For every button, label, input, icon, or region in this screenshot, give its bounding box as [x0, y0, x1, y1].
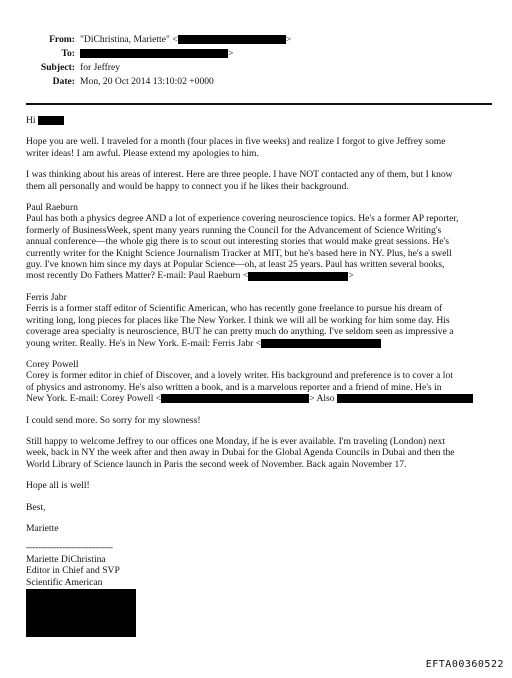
paragraph-apology: I could send more. So sorry for my slowness! — [26, 414, 201, 426]
email-body — [26, 115, 492, 637]
subject-label: Subject: — [40, 62, 75, 73]
greeting: Hi — [26, 115, 492, 126]
redaction-block — [178, 35, 286, 44]
to-row: To: > — [61, 48, 234, 59]
email-header — [0, 34, 512, 90]
redaction-block — [261, 339, 381, 348]
redaction-block — [26, 589, 136, 637]
from-label: From: — [49, 34, 75, 45]
signature-org: Scientific American — [26, 576, 103, 588]
from-row: From: "DiChristina, Mariette" < > — [49, 34, 292, 45]
paragraph-schedule: Still happy to welcome Jeffrey to our offices one Monday, if he is ever available. I'm traveling (London) next week, back in NY the week after and then away in Dubai for the Global Agenda Councils in Dubai and then the World Library of Science launch in Paris the second week of November. Back again November 17. — [26, 435, 455, 470]
header-divider — [26, 103, 492, 105]
paragraph-ferris-jabr: Ferris Jabr Ferris is a former staff editor of Scientific American, who has recently gone freelance to pursue his dream of writing long, long pieces for places like The New Yorker. I think we will all be working for him some day. His coverage area specialty is neuroscience, BUT he can pretty much do anything. I've seldom seen as impressive a young writer. Really. He's in New York. E-mail: Ferris Jabr < — [26, 291, 454, 349]
paragraph-interests: I was thinking about his areas of interest. Here are three people. I have NOT contacted any of them, but I know them all personally and would be happy to connect you if he likes their background. — [26, 169, 453, 192]
paragraph-corey-powell: Corey Powell Corey is former editor in chief of Discover, and a lovely writer. His background and preference is to cover a lot of physics and astronomy. He's also written a book, and is a marvelous reporter and a friend of mine. He's in New York. E-mail: Corey Powell < > Also — [26, 359, 492, 405]
paragraph-paul-raeburn: Paul Raeburn Paul has both a physics degree AND a lot of experience covering neuroscience topics. He's a former AP reporter, formerly of BusinessWeek, spent many years running the Council for the Advancement of Science Writing's annual conference—the whole gig there is to scout out interesting stories that would make great sessions. He's currently writer for the Knight Science Journalism Tracker at MIT, but he's based here in NY. Plus, he's a swell guy. I've known him since my days at Popular Science—oh, at least 25 years. Paul has written several books, most recently Do Fathers Matter? E-mail: Paul Raeburn < > — [26, 202, 459, 282]
person-name: Paul Raeburn — [26, 202, 78, 214]
paragraph-wishes: Hope all is well! — [26, 480, 90, 492]
person-name: Ferris Jabr — [26, 291, 67, 303]
redaction-block — [80, 49, 228, 58]
date-label: Date: — [52, 76, 75, 87]
date-row — [0, 76, 512, 90]
document-id: EFTA00360522 — [425, 658, 504, 670]
date-value: Mon, 20 Oct 2014 13:10:02 +0000 — [80, 76, 214, 87]
subject-value: for Jeffrey — [80, 62, 121, 73]
signature-block — [26, 542, 492, 637]
redaction-block — [337, 394, 473, 403]
redaction-block — [248, 272, 348, 281]
signature-separator: ----------------------------- — [26, 542, 113, 554]
from-value: "DiChristina, Mariette" < — [80, 34, 178, 45]
redaction-block — [161, 394, 309, 403]
signoff: Mariette — [26, 522, 59, 534]
subject-row — [0, 62, 512, 76]
closing: Best, — [26, 501, 46, 513]
person-name: Corey Powell — [26, 358, 79, 370]
redaction-block — [38, 116, 64, 125]
to-label: To: — [61, 48, 75, 59]
signature-name: Mariette DiChristina — [26, 553, 106, 565]
paragraph-intro: Hope you are well. I traveled for a month (four places in five weeks) and realize I forgot to give Jeffrey some writer ideas! I am awful. Please extend my apologies to him. — [26, 136, 446, 159]
signature-title: Editor in Chief and SVP — [26, 565, 120, 577]
